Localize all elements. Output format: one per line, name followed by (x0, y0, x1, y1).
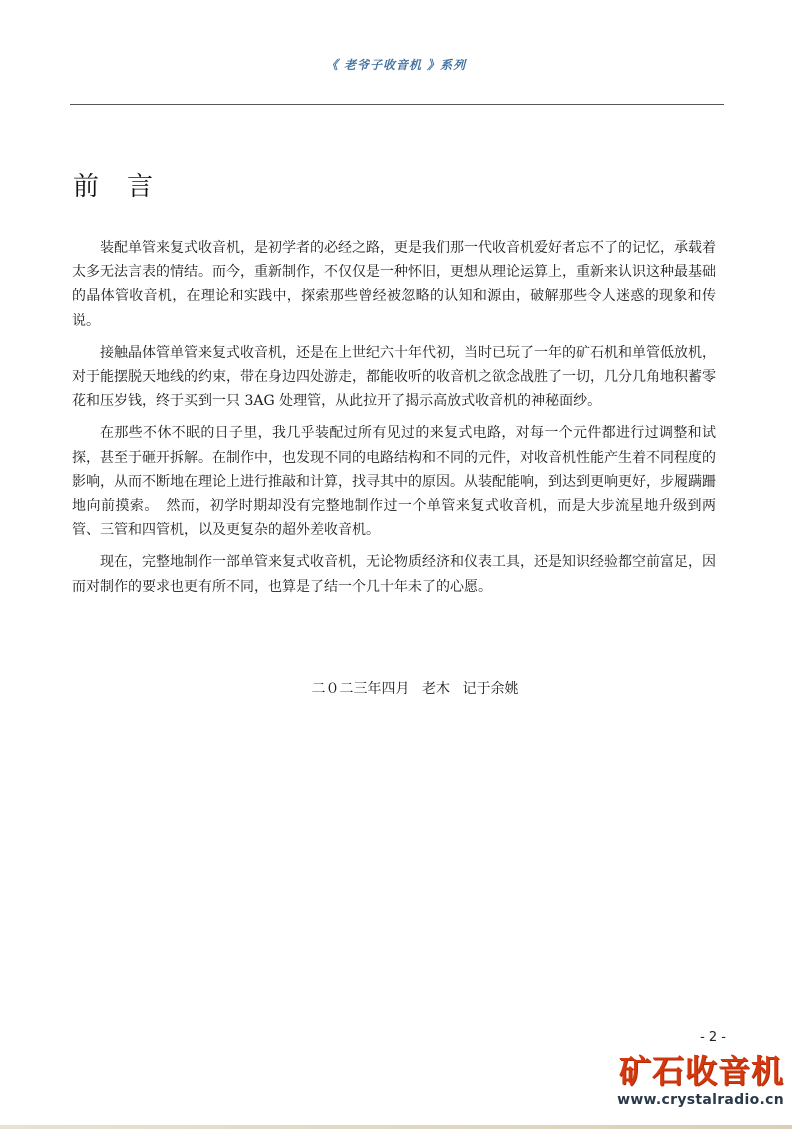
page-title: 前言 (73, 172, 182, 202)
bottom-band (0, 1125, 792, 1129)
body-text (72, 236, 716, 607)
signature-line (0, 678, 792, 698)
paragraph-3: 在那些不休不眠的日子里，我几乎装配过所有见过的来复式电路，对每一个元件都进行过调整和试探，甚至于砸开拆解。在制作中，也发现不同的电路结构和不同的元件，对收音机性能产生着不同程度的影响，从而不断地在理论上进行推敲和计算，找寻其中的原因。从装配能响，到达到更响更好，步履蹒跚地向前摸索。 然而，初学时期却没有完整地制作过一个单管来复式收音机，而是大步流星地升级到两管、三管和四管机，以及更复杂的超外差收音机。 (72, 425, 716, 539)
paragraph-4: 现在，完整地制作一部单管来复式收音机，无论物质经济和仪表工具，还是知识经验都空前富足，因而对制作的要求也更有所不同，也算是了结一个几十年未了的心愿。 (72, 554, 716, 595)
site-watermark-logo (604, 1051, 784, 1121)
signature-date: 二０二三年四月 (311, 681, 410, 697)
watermark-name: 矿石收音机 (618, 1052, 784, 1090)
series-header: 《 老爷子收音机 》系列 (325, 58, 467, 72)
header-divider (70, 104, 724, 105)
signature-place: 记于余姚 (462, 681, 519, 697)
signature-author: 老木 (422, 681, 450, 697)
paragraph-2: 接触晶体管单管来复式收音机，还是在上世纪六十年代初，当时已玩了一年的矿石机和单管低放机，对于能摆脱天地线的约束，带在身边四处游走，都能收听的收音机之欲念战胜了一切，几分几角地积蓄零花和压岁钱，终于买到一只 3AG 处理管，从此拉开了揭示高放式收音机的神秘面纱。 (72, 344, 716, 410)
paragraph-1: 装配单管来复式收音机，是初学者的必经之路，更是我们那一代收音机爱好者忘不了的记忆，承载着太多无法言表的情结。而今，重新制作，不仅仅是一种怀旧，更想从理论运算上，重新来认识这种最基础的晶体管收音机，在理论和实践中，探索那些曾经被忽略的认知和源由，破解那些令人迷惑的现象和传说。 (72, 240, 716, 329)
page-number: - 2 - (700, 1030, 726, 1045)
watermark-url: www.crystalradio.cn (617, 1092, 784, 1108)
